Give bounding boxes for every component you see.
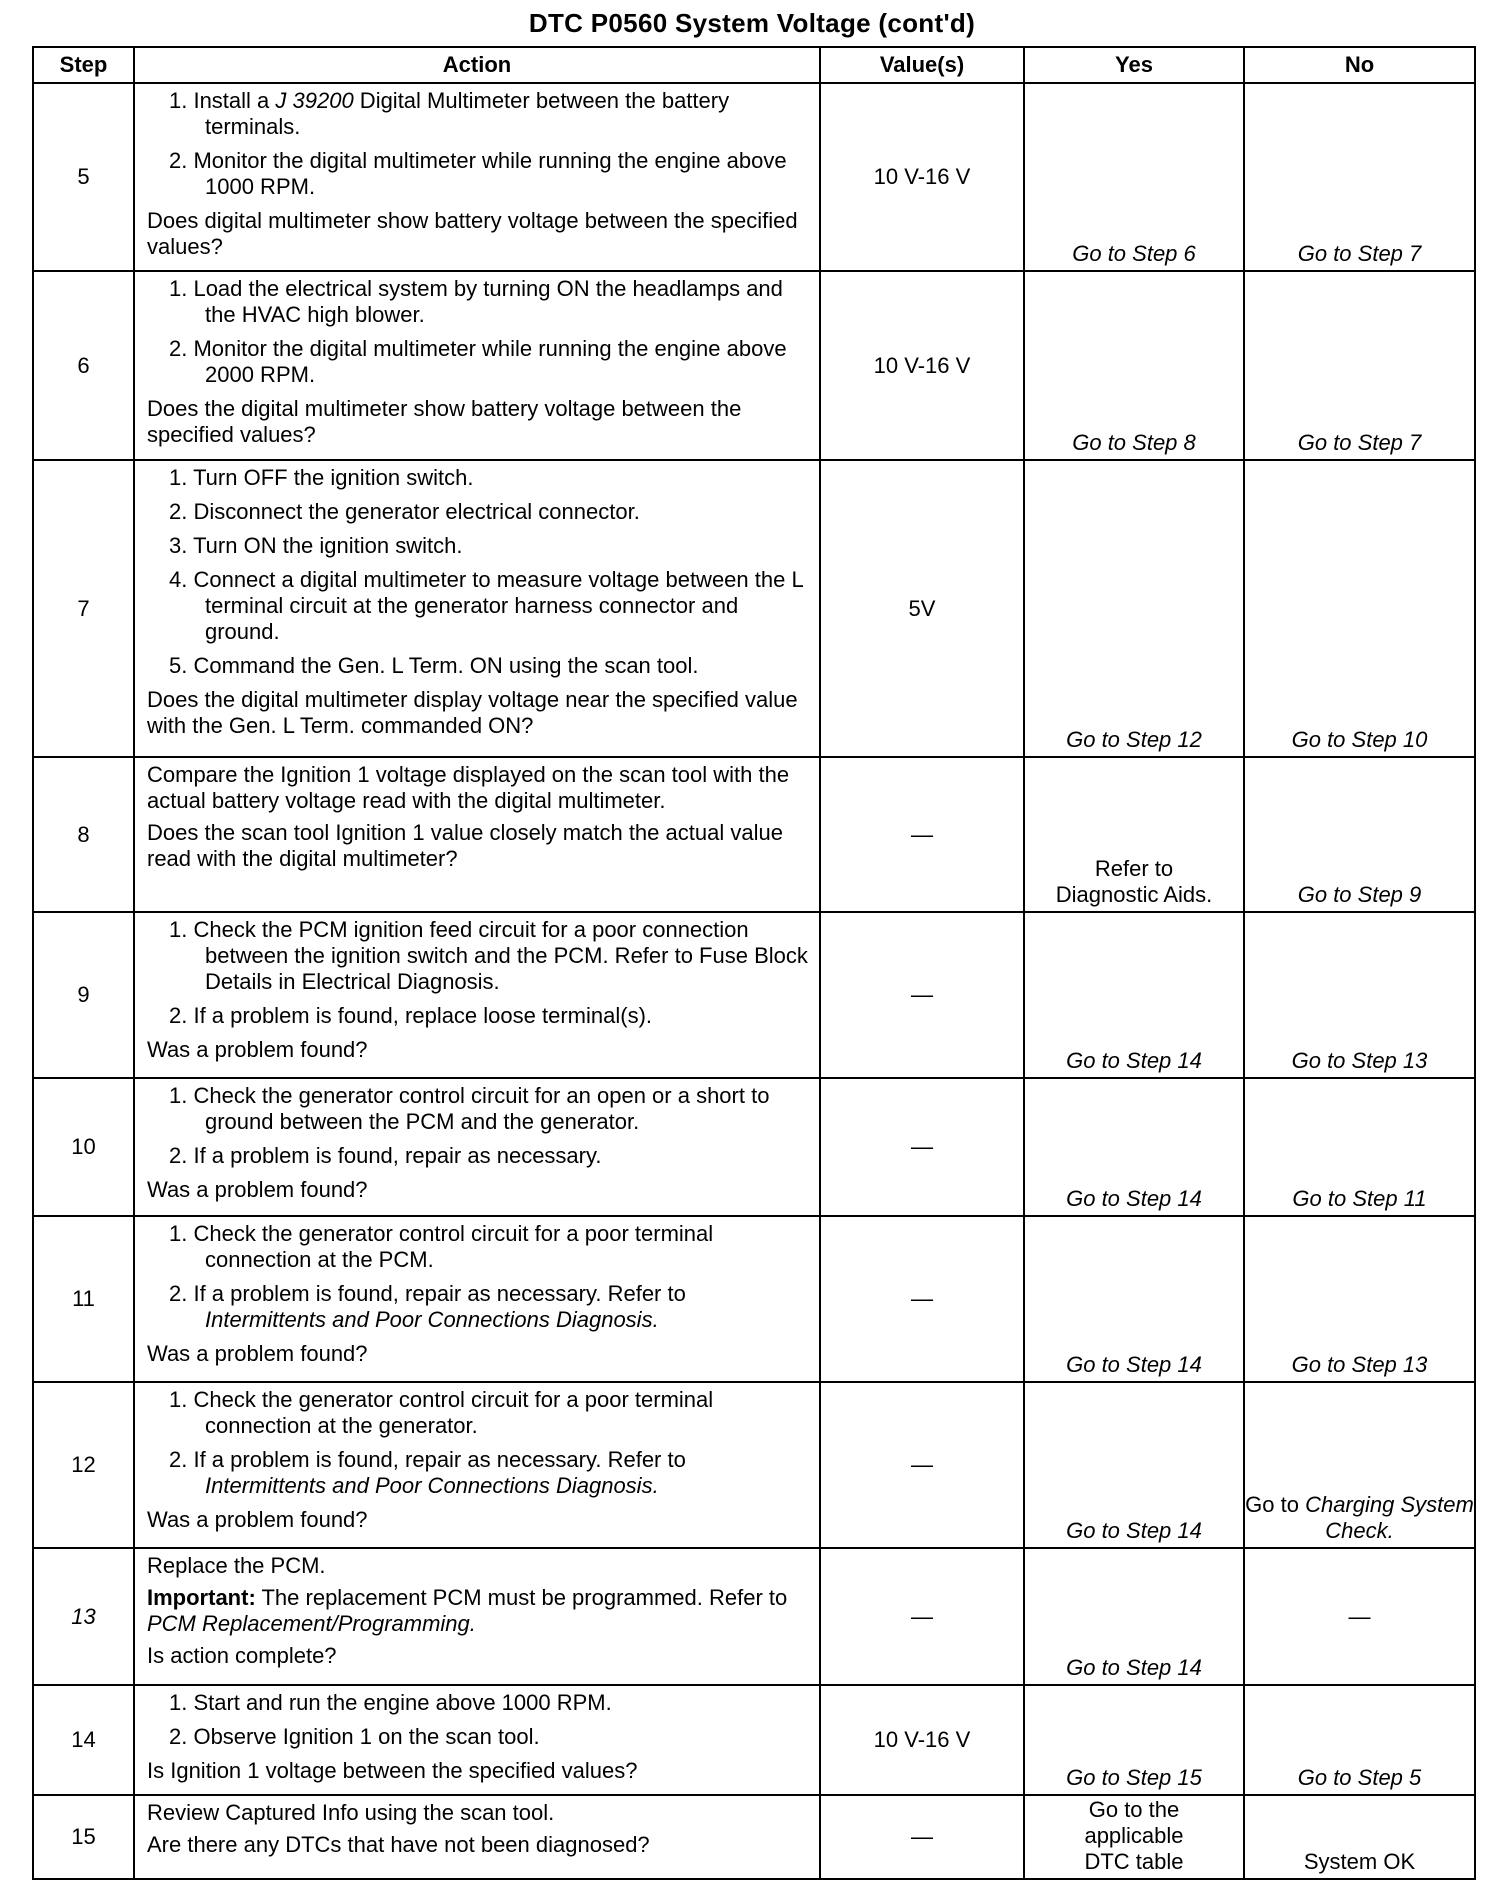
value-cell: 10 V-16 V bbox=[820, 83, 1024, 271]
yes-cell: Go to the applicable DTC table bbox=[1024, 1795, 1244, 1879]
action-cell bbox=[134, 1548, 820, 1685]
yes-cell: Go to Step 14 bbox=[1024, 1382, 1244, 1548]
no-cell: Go to Step 9 bbox=[1244, 757, 1475, 912]
table-row bbox=[33, 83, 1475, 271]
table-row bbox=[33, 757, 1475, 912]
action-step-item: 1. Check the generator control circuit for an open or a short to ground between the PCM and the generator. bbox=[169, 1083, 770, 1134]
step-number: 9 bbox=[33, 912, 134, 1078]
value-cell: — bbox=[820, 1216, 1024, 1382]
no-cell: System OK bbox=[1244, 1795, 1475, 1879]
step-number: 15 bbox=[33, 1795, 134, 1879]
yes-cell: Go to Step 14 bbox=[1024, 1078, 1244, 1216]
action-step-item: 4. Connect a digital multimeter to measure voltage between the L terminal circuit at the generator harness connector and ground. bbox=[169, 567, 803, 644]
action-step-item: 2. If a problem is found, repair as necessary. Refer to Intermittents and Poor Connections Diagnosis. bbox=[169, 1281, 686, 1332]
step-number: 11 bbox=[33, 1216, 134, 1382]
action-step-item: 2. If a problem is found, repair as necessary. bbox=[169, 1143, 602, 1168]
step-number: 10 bbox=[33, 1078, 134, 1216]
step-number: 5 bbox=[33, 83, 134, 271]
header-values: Value(s) bbox=[820, 47, 1024, 83]
value-cell: 10 V-16 V bbox=[820, 271, 1024, 460]
action-cell bbox=[134, 460, 820, 757]
action-step-item: 5. Command the Gen. L Term. ON using the scan tool. bbox=[169, 653, 699, 678]
yes-cell: Go to Step 8 bbox=[1024, 271, 1244, 460]
tool-reference: J 39200 bbox=[275, 88, 354, 113]
no-cell: Go to Step 5 bbox=[1244, 1685, 1475, 1795]
step-number: 7 bbox=[33, 460, 134, 757]
no-cell: Go to Step 10 bbox=[1244, 460, 1475, 757]
action-step-item: 2. Observe Ignition 1 on the scan tool. bbox=[169, 1724, 540, 1749]
header-no: No bbox=[1244, 47, 1475, 83]
no-cell: Go to Step 7 bbox=[1244, 271, 1475, 460]
header-yes: Yes bbox=[1024, 47, 1244, 83]
action-text: Compare the Ignition 1 voltage displayed on the scan tool with the actual battery voltage read with the digital multimeter. bbox=[147, 762, 790, 813]
action-question: Was a problem found? bbox=[147, 1177, 368, 1202]
action-text: Replace the PCM. bbox=[147, 1553, 326, 1578]
action-step-item: 1. Install a J 39200 Digital Multimeter between the battery terminals. bbox=[169, 88, 730, 139]
no-cell: Go to Step 11 bbox=[1244, 1078, 1475, 1216]
no-cell: Go to Step 13 bbox=[1244, 912, 1475, 1078]
table-row bbox=[33, 1382, 1475, 1548]
yes-cell: Go to Step 6 bbox=[1024, 83, 1244, 271]
value-cell: — bbox=[820, 912, 1024, 1078]
header-step: Step bbox=[33, 47, 134, 83]
action-question: Is Ignition 1 voltage between the specified values? bbox=[147, 1758, 638, 1783]
step-number: 14 bbox=[33, 1685, 134, 1795]
reference-link-text: Intermittents and Poor Connections Diagnosis. bbox=[205, 1473, 659, 1498]
important-note: Important: The replacement PCM must be programmed. Refer to PCM Replacement/Programming. bbox=[147, 1585, 788, 1636]
no-cell: — bbox=[1244, 1548, 1475, 1685]
table-row bbox=[33, 1685, 1475, 1795]
action-question: Was a problem found? bbox=[147, 1507, 368, 1532]
reference-link-text: Intermittents and Poor Connections Diagnosis. bbox=[205, 1307, 659, 1332]
value-cell: — bbox=[820, 1795, 1024, 1879]
action-cell bbox=[134, 1795, 820, 1879]
action-step-item: 3. Turn ON the ignition switch. bbox=[169, 533, 463, 558]
action-step-item: 1. Start and run the engine above 1000 RPM. bbox=[169, 1690, 612, 1715]
step-number: 13 bbox=[33, 1548, 134, 1685]
reference-link-text: Charging System Check. bbox=[1305, 1492, 1474, 1543]
value-cell: — bbox=[820, 1078, 1024, 1216]
action-step-item: 2. Monitor the digital multimeter while running the engine above 2000 RPM. bbox=[169, 336, 787, 387]
yes-cell: Go to Step 14 bbox=[1024, 1216, 1244, 1382]
reference-link-text: PCM Replacement/Programming. bbox=[147, 1611, 476, 1636]
action-cell bbox=[134, 1685, 820, 1795]
action-question: Is action complete? bbox=[147, 1643, 337, 1668]
action-cell bbox=[134, 912, 820, 1078]
action-question: Was a problem found? bbox=[147, 1341, 368, 1366]
action-step-item: 1. Turn OFF the ignition switch. bbox=[169, 465, 474, 490]
action-step-item: 1. Check the generator control circuit for a poor terminal connection at the generator. bbox=[169, 1387, 714, 1438]
value-cell: — bbox=[820, 1382, 1024, 1548]
yes-cell: Go to Step 14 bbox=[1024, 1548, 1244, 1685]
value-cell: — bbox=[820, 757, 1024, 912]
action-question: Does the scan tool Ignition 1 value closely match the actual value read with the digital multimeter? bbox=[147, 820, 783, 871]
table-row bbox=[33, 460, 1475, 757]
table-row bbox=[33, 1216, 1475, 1382]
table-row bbox=[33, 1548, 1475, 1685]
diagnostic-table bbox=[32, 46, 1476, 1880]
action-step-item: 2. If a problem is found, replace loose terminal(s). bbox=[169, 1003, 653, 1028]
action-step-item: 2. If a problem is found, repair as necessary. Refer to Intermittents and Poor Connections Diagnosis. bbox=[169, 1447, 686, 1498]
yes-cell: Go to Step 15 bbox=[1024, 1685, 1244, 1795]
table-row bbox=[33, 1795, 1475, 1879]
action-question: Does digital multimeter show battery voltage between the specified values? bbox=[147, 208, 798, 259]
no-cell: Go to Step 7 bbox=[1244, 83, 1475, 271]
step-number: 8 bbox=[33, 757, 134, 912]
step-number: 6 bbox=[33, 271, 134, 460]
action-step-item: 1. Load the electrical system by turning ON the headlamps and the HVAC high blower. bbox=[169, 276, 783, 327]
action-step-item: 2. Monitor the digital multimeter while running the engine above 1000 RPM. bbox=[169, 148, 787, 199]
step-number: 12 bbox=[33, 1382, 134, 1548]
action-question: Does the digital multimeter show battery voltage between the specified values? bbox=[147, 396, 742, 447]
no-cell: Go to Step 13 bbox=[1244, 1216, 1475, 1382]
action-step-item: 1. Check the generator control circuit for a poor terminal connection at the PCM. bbox=[169, 1221, 714, 1272]
header-row bbox=[33, 47, 1475, 83]
action-cell bbox=[134, 757, 820, 912]
no-cell: Go to Charging System Check. bbox=[1244, 1382, 1475, 1548]
value-cell: — bbox=[820, 1548, 1024, 1685]
yes-cell: Refer to Diagnostic Aids. bbox=[1024, 757, 1244, 912]
value-cell: 10 V-16 V bbox=[820, 1685, 1024, 1795]
table-row bbox=[33, 271, 1475, 460]
action-cell bbox=[134, 1382, 820, 1548]
action-cell bbox=[134, 83, 820, 271]
action-step-item: 1. Check the PCM ignition feed circuit for a poor connection between the ignition switch and the PCM. Refer to Fuse Block Details in Electrical Diagnosis. bbox=[169, 917, 808, 994]
yes-cell: Go to Step 12 bbox=[1024, 460, 1244, 757]
action-cell bbox=[134, 271, 820, 460]
page-title: DTC P0560 System Voltage (cont'd) bbox=[528, 8, 976, 38]
table-row bbox=[33, 1078, 1475, 1216]
yes-cell: Go to Step 14 bbox=[1024, 912, 1244, 1078]
action-question: Are there any DTCs that have not been diagnosed? bbox=[147, 1832, 650, 1857]
action-cell bbox=[134, 1216, 820, 1382]
action-cell bbox=[134, 1078, 820, 1216]
action-step-item: 2. Disconnect the generator electrical connector. bbox=[169, 499, 640, 524]
value-cell: 5V bbox=[820, 460, 1024, 757]
header-action: Action bbox=[134, 47, 820, 83]
table-row bbox=[33, 912, 1475, 1078]
action-question: Was a problem found? bbox=[147, 1037, 368, 1062]
action-text: Review Captured Info using the scan tool. bbox=[147, 1800, 555, 1825]
action-question: Does the digital multimeter display voltage near the specified value with the Gen. L Term. commanded ON? bbox=[147, 687, 798, 738]
